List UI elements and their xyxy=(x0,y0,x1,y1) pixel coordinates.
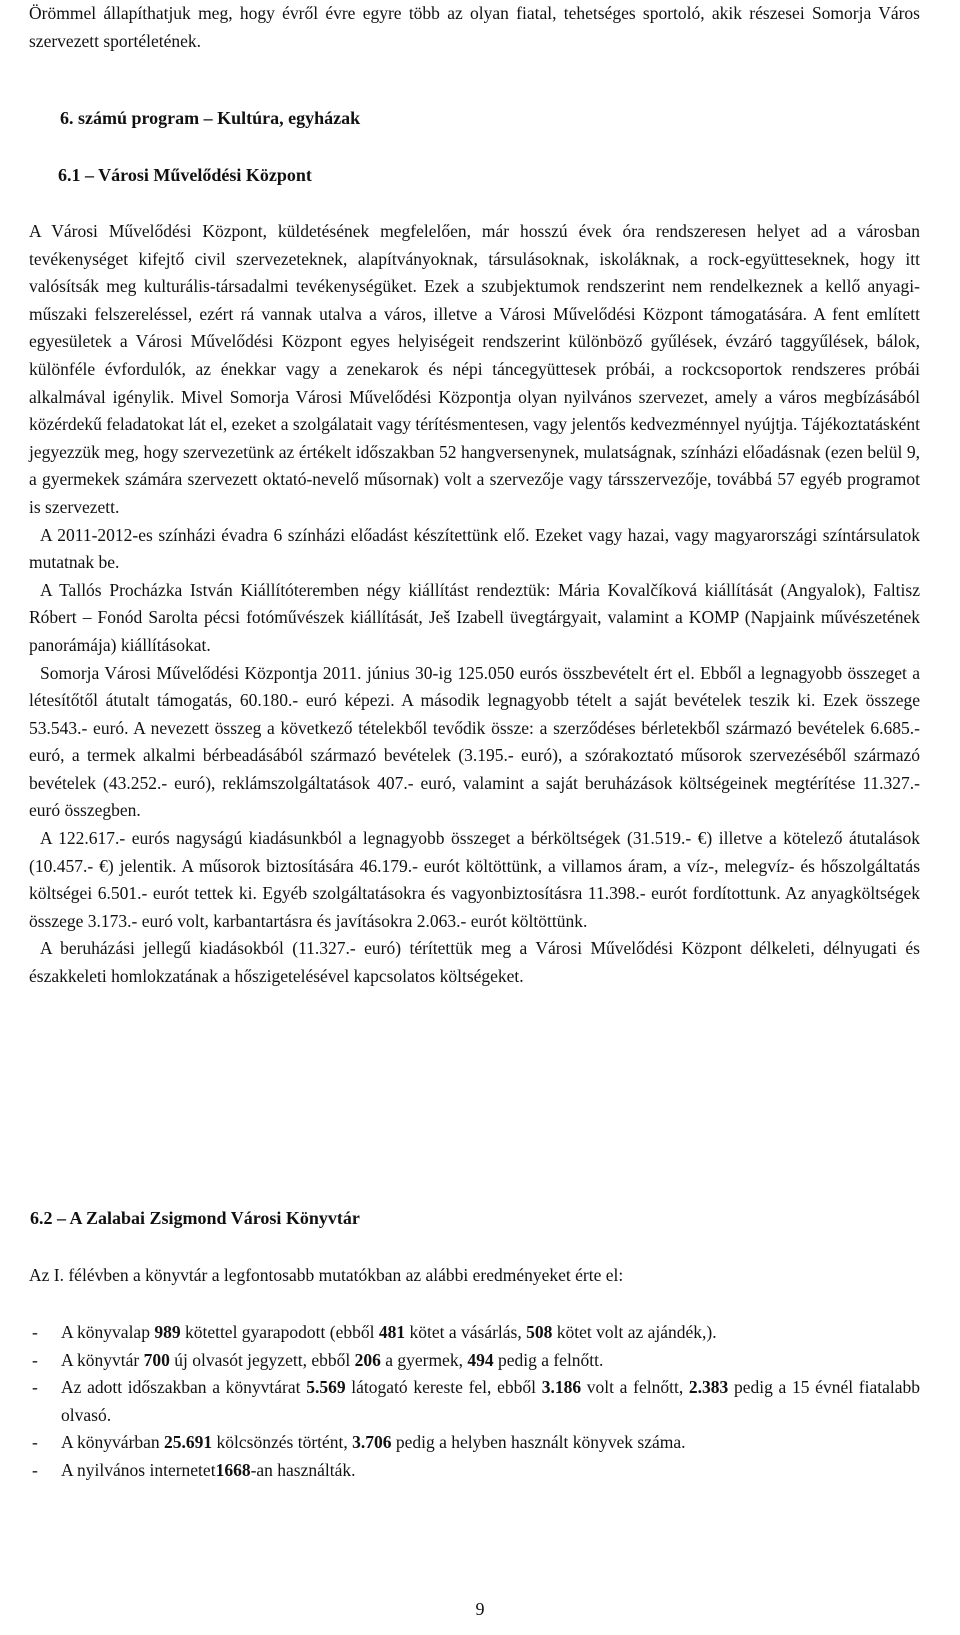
paragraph-3: A Tallós Procházka István Kiállítóteremben négy kiállítást rendeztük: Mária Kovalčíková kiállítását (Angyalok), Faltisz Róbert – Fonód Sarolta pécsi fotóművészek kiállítását, Ješ Izabell üvegtárgyait, valamint a KOMP (Napjaink művészetének panorámája) kiállításokat. xyxy=(29,579,920,655)
paragraph-2: A 2011-2012-es színházi évadra 6 színházi előadást készítettünk elő. Ezeket vagy hazai, vagy magyarországi színtársulatok mutatnak be. xyxy=(29,524,920,573)
list-item: - A könyvárban 25.691 kölcsönzés történt, 3.706 pedig a helyben használt könyvek száma. xyxy=(32,1432,686,1453)
library-intro: Az I. félévben a könyvtár a legfontosabb mutatókban az alábbi eredményeket érte el: xyxy=(29,1265,624,1285)
list-item: - Az adott időszakban a könyvtárat 5.569 látogató kereste fel, ebből 3.186 volt a felnőtt, 2.383 pedig a 15 évnél fiatalabb olvasó. xyxy=(32,1377,920,1425)
list-item: - A könyvalap 989 kötettel gyarapodott (ebből 481 kötet a vásárlás, 508 kötet volt az ajándék,). xyxy=(32,1322,717,1342)
section-6-1-heading: 6.1 – Városi Művelődési Központ xyxy=(58,165,312,185)
program-heading: 6. számú program – Kultúra, egyházak xyxy=(60,108,361,128)
section-6-1-body xyxy=(29,218,920,991)
list-item: - A könyvtár 700 új olvasót jegyzett, ebből 206 a gyermek, 494 pedig a felnőtt. xyxy=(32,1349,604,1370)
paragraph-5: A 122.617.- eurós nagyságú kiadásunkból a legnagyobb összeget a bérköltségek (31.519.- €) illetve a kötelező átutalások (10.457.- €) jelentik. A műsorok biztosítására 46.179.- eurót költöttünk, a villamos áram, a víz-, melegvíz- és hőszolgáltatás költségei 6.501.- eurót tettek ki. Egyéb szolgáltatásokra és vagyonbiztosításra 11.398.- eurót fordítottunk. Az anyagköltségek összege 3.173.- euró volt, karbantartásra és javításokra 2.063.- eurót költöttünk. xyxy=(29,828,920,931)
intro-paragraph: Örömmel állapíthatjuk meg, hogy évről évre egyre több az olyan fiatal, tehetséges sportoló, akik részesei Somorja Város szervezett sportéletének. xyxy=(29,3,920,51)
paragraph-4: Somorja Városi Művelődési Központja 2011. június 30-ig 125.050 eurós összbevételt ért el. Ebből a legnagyobb összeget a létesítőtől átutalt támogatás, 60.180.- euró képezi. A második legnagyobb tételt a saját bevételek teszik ki. Ezek összege 53.543.- euró. A nevezett összeg a következő tételekből tevődik össze: a szerződéses bérletekből származó bevételek 6.685.- euró, a termek alkalmi bérbeadásából származó bevételek (3.195.- euró), a szórakoztató műsorok szervezéséből származó bevételek (43.252.- euró), reklámszolgáltatások 407.- euró, valamint a saját beruházások költségeinek megtérítése 11.327.- euró összegben. xyxy=(29,662,920,821)
paragraph-1: A Városi Művelődési Központ, küldetésének megfelelően, már hosszú évek óra rendszeresen helyet ad a városban tevékenységet kifejtő civil szervezeteknek, alapítványoknak, társulásoknak, iskoláknak, a rock-együtteseknek, hogy itt valósítsák meg kulturális-társadalmi tevékenységüket. Ezek a szubjektumok rendszerint nem rendelkeznek a kellő anyagi-műszaki felszereléssel, ezért rá vannak utalva a város, illetve a Városi Művelődési Központ támogatására. A fent említett egyesületek a Városi Művelődési Központ egyes helyiségeit rendszerint különböző gyűlések, évzáró taggyűlések, bálok, különféle évfordulók, az énekkar vagy a zenekarok és népi táncegyüttesek próbái, a rockcsoportok rendszeres próbái alkalmával igénylik. Mivel Somorja Városi Művelődési Központja olyan nyilvános szervezet, amely a város megbízásából közérdekű feladatokat lát el, ezeket a szolgálatait vagy térítésmentesen, vagy jelentős kedvezménnyel nyújtja. Tájékoztatásként jegyezzük meg, hogy szervezetünk az értékelt időszakban 52 hangversenynek, mulatságnak, színházi előadásnak (ezen belül 9, a gyermekek számára szervezett oktató-nevelő műsornak) volt a szervezője vagy társszervezője, továbbá 57 egyéb programot is szervezett. xyxy=(29,221,920,517)
list-item: - A nyilvános internetet1668-an használták. xyxy=(32,1459,356,1480)
library-stats-list xyxy=(29,1319,920,1485)
page-number: 9 xyxy=(475,1599,485,1619)
paragraph-6: A beruházási jellegű kiadásokból (11.327.- euró) térítettük meg a Városi Művelődési Központ délkeleti, délnyugati és északkeleti homlokzatának a hőszigetelésével kapcsolatos költségeket. xyxy=(29,938,920,987)
section-6-2-heading: 6.2 – A Zalabai Zsigmond Városi Könyvtár xyxy=(30,1208,360,1228)
